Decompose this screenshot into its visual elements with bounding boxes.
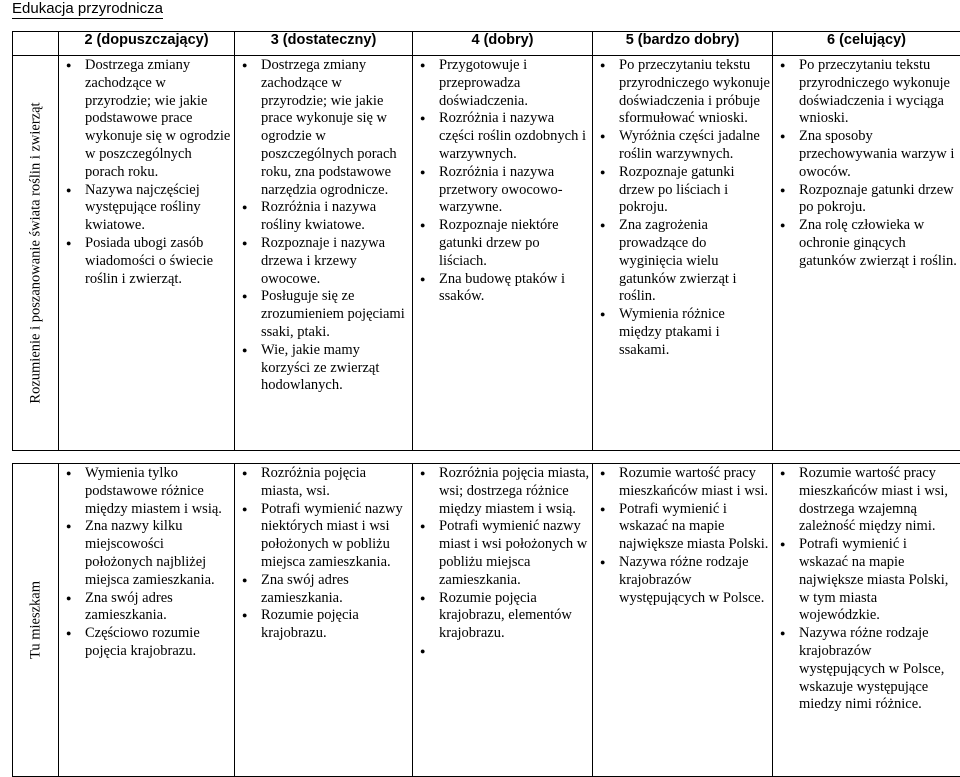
criteria-list (413, 464, 592, 661)
list-item: ● Nazywa różne rodzaje krajobrazów występujących w Polsce, wskazuje występujące miedzy nimi różnice. (799, 625, 958, 714)
list-item: ● Nazywa różne rodzaje krajobrazów występujących w Polsce. (619, 554, 770, 607)
list-item: ● Wie, jakie mamy korzyści ze zwierząt hodowlanych. (261, 342, 410, 395)
criteria-cell-grade-6 (773, 56, 960, 451)
criteria-list (773, 56, 960, 271)
list-item: ● Wymienia różnice między ptakami i ssakami. (619, 306, 770, 359)
criteria-list (235, 56, 412, 395)
criteria-list (235, 464, 412, 643)
list-item: ● Zna nazwy kilku miejscowości położonych najbliżej miejsca zamieszkania. (85, 518, 232, 589)
list-item: ● Wyróżnia części jadalne roślin warzywnych. (619, 128, 770, 164)
row-gap-cell (13, 451, 960, 464)
list-item (439, 643, 590, 661)
list-item: ● Rozróżnia i nazywa rośliny kwiatowe. (261, 199, 410, 235)
list-item: ● Potrafi wymienić i wskazać na mapie największe miasta Polski. (619, 501, 770, 554)
list-item: ● Zna sposoby przechowywania warzyw i owoców. (799, 128, 958, 181)
criteria-cell-grade-2 (59, 56, 235, 451)
list-item: ● Dostrzega zmiany zachodzące w przyrodzie; wie jakie prace wykonuje się w ogrodzie w poszczególnych porach roku, zna podstawowe narzędzia ogrodnicze. (261, 57, 410, 199)
list-item: ● Rozpoznaje gatunki drzew po liściach i pokroju. (619, 164, 770, 217)
list-item: ● Rozróżnia pojęcia miasta, wsi. (261, 465, 410, 501)
criteria-list (59, 464, 234, 661)
list-item: ● Zna swój adres zamieszkania. (261, 572, 410, 608)
row-gap (13, 451, 960, 464)
criteria-row (13, 56, 960, 451)
criteria-list (413, 56, 592, 306)
list-item: ● Nazywa najczęściej występujące rośliny kwiatowe. (85, 182, 232, 235)
criteria-cell-grade-4 (413, 464, 593, 777)
page-title: Edukacja przyrodnicza (12, 0, 163, 19)
criteria-cell-grade-6 (773, 464, 960, 777)
list-item: ● Rozpoznaje niektóre gatunki drzew po liściach. (439, 217, 590, 270)
list-item: ● Rozróżnia i nazywa przetwory owocowo-warzywne. (439, 164, 590, 217)
corner-cell (13, 32, 59, 56)
list-item: ● Dostrzega zmiany zachodzące w przyrodzie; wie jakie podstawowe prace wykonuje się w ogrodzie w poszczególnych porach roku. (85, 57, 232, 182)
header-grade-5: 5 (bardzo dobry) (593, 32, 773, 56)
criteria-cell-grade-3 (235, 56, 413, 451)
criteria-list (593, 464, 772, 607)
header-grade-3: 3 (dostateczny) (235, 32, 413, 56)
criteria-list (593, 56, 772, 360)
list-item: ● Rozumie wartość pracy mieszkańców miast i wsi, dostrzega wzajemną zależność między nimi. (799, 465, 958, 536)
criteria-list (59, 56, 234, 288)
list-item: ● Zna rolę człowieka w ochronie ginących gatunków zwierząt i roślin. (799, 217, 958, 270)
criteria-row (13, 464, 960, 777)
criteria-cell-grade-5 (593, 56, 773, 451)
row-label: Rozumienie i poszanowanie świata roślin i zwierząt (27, 102, 44, 403)
criteria-cell-grade-4 (413, 56, 593, 451)
list-item: ● Potrafi wymienić nazwy miast i wsi położonych w pobliżu miejsca zamieszkania. (439, 518, 590, 589)
criteria-cell-grade-3 (235, 464, 413, 777)
header-grade-4: 4 (dobry) (413, 32, 593, 56)
list-item: ● Wymienia tylko podstawowe różnice między miastem i wsią. (85, 465, 232, 518)
list-item: ● Rozróżnia pojęcia miasta, wsi; dostrzega różnice między miastem i wsią. (439, 465, 590, 518)
criteria-list (773, 464, 960, 714)
list-item: ● Zna budowę ptaków i ssaków. (439, 271, 590, 307)
list-item: ● Posługuje się ze zrozumieniem pojęciami ssaki, ptaki. (261, 288, 410, 341)
list-item: ● Rozróżnia i nazywa części roślin ozdobnych i warzywnych. (439, 110, 590, 163)
list-item: ● Potrafi wymienić nazwy niektórych miast i wsi położonych w pobliżu miejsca zamieszkania. (261, 501, 410, 572)
list-item: ● Potrafi wymienić i wskazać na mapie największe miasta Polski, w tym miasta wojewódzkie. (799, 536, 958, 625)
list-item: ● Rozpoznaje gatunki drzew po pokroju. (799, 182, 958, 218)
list-item: ● Przygotowuje i przeprowadza doświadczenia. (439, 57, 590, 110)
list-item: ● Po przeczytaniu tekstu przyrodniczego wykonuje doświadczenia i próbuje sformułować wnioski. (619, 57, 770, 128)
list-item: ● Rozumie wartość pracy mieszkańców miast i wsi. (619, 465, 770, 501)
header-grade-6: 6 (celujący) (773, 32, 960, 56)
row-label-cell (13, 56, 59, 451)
criteria-cell-grade-5 (593, 464, 773, 777)
list-item: ● Zna zagrożenia prowadzące do wyginięcia wielu gatunków zwierząt i roślin. (619, 217, 770, 306)
list-item: ● Posiada ubogi zasób wiadomości o świecie roślin i zwierząt. (85, 235, 232, 288)
list-item: ● Częściowo rozumie pojęcia krajobrazu. (85, 625, 232, 661)
header-grade-2: 2 (dopuszczający) (59, 32, 235, 56)
criteria-cell-grade-2 (59, 464, 235, 777)
list-item: ● Rozumie pojęcia krajobrazu, elementów krajobrazu. (439, 590, 590, 643)
row-label: Tu mieszkam (27, 581, 44, 659)
list-item: ● Zna swój adres zamieszkania. (85, 590, 232, 626)
list-item: ● Rozumie pojęcia krajobrazu. (261, 607, 410, 643)
grading-criteria-table (12, 31, 960, 777)
header-row (13, 32, 960, 56)
list-item: ● Rozpoznaje i nazywa drzewa i krzewy owocowe. (261, 235, 410, 288)
list-item: ● Po przeczytaniu tekstu przyrodniczego wykonuje doświadczenia i wyciąga wnioski. (799, 57, 958, 128)
row-label-cell (13, 464, 59, 777)
